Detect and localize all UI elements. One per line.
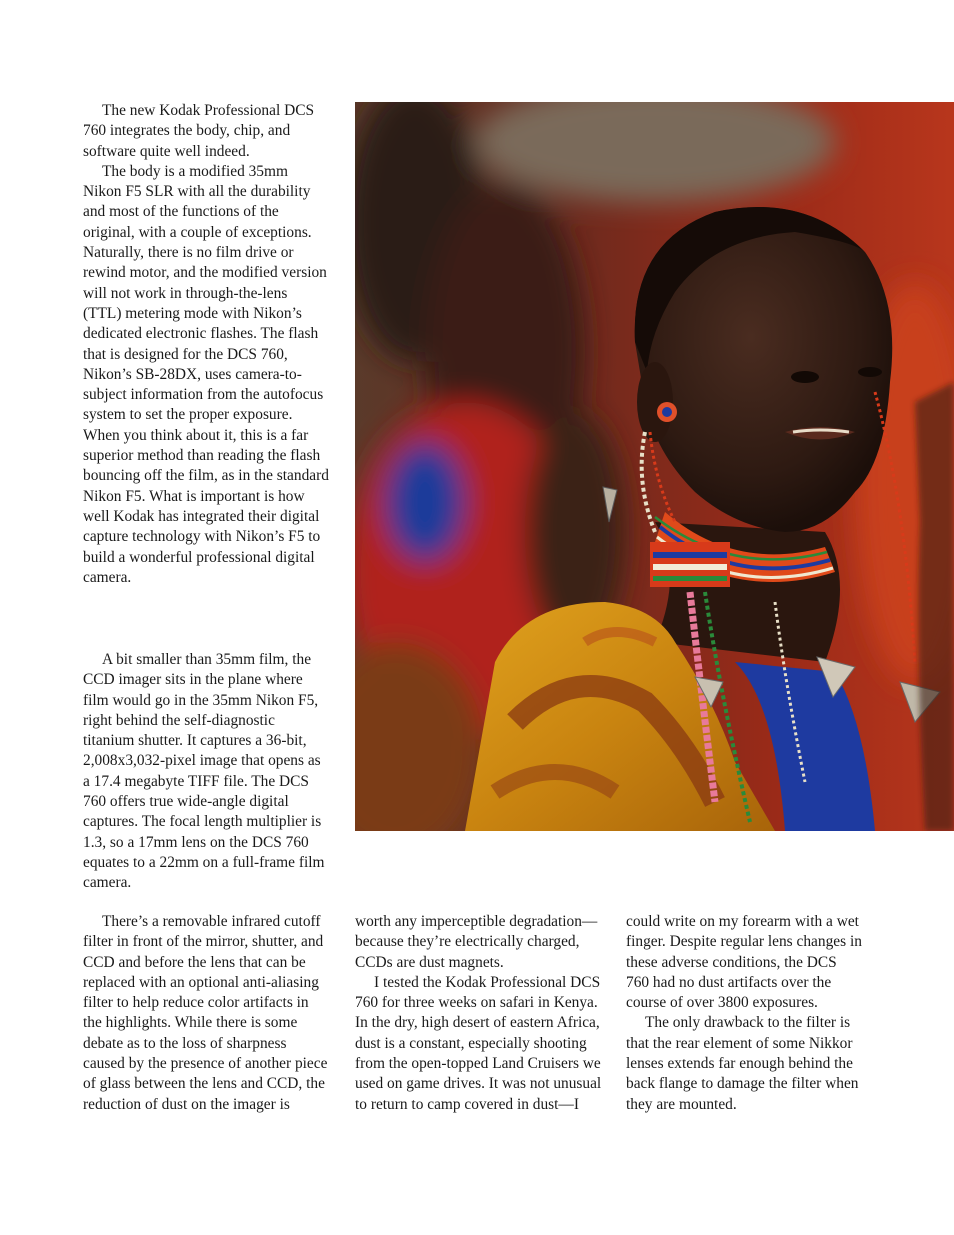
paragraph: I tested the Kodak Professional DCS 760 for three weeks on safari in Kenya. In the dry, high desert of eastern Africa, dust is a constant, especially shooting from the open-topped Land Cruisers we used on game drives. It was not unusual to return to camp covered in dust—I xyxy=(355,973,602,1113)
maasai-woman-photo xyxy=(355,102,954,831)
paragraph: could write on my forearm with a wet finger. Despite regular lens changes in these adverse conditions, the DCS 760 had no dust artifacts over the course of over 3800 exposures. xyxy=(626,913,862,1012)
paragraph: The only drawback to the filter is that the rear element of some Nikkor lenses extends far enough behind the back flange to damage the filter when they are mounted. xyxy=(626,1014,859,1113)
article-column-1-middle xyxy=(83,650,329,894)
paragraph: There’s a removable infrared cutoff filter in front of the mirror, shutter, and CCD and before the lens that can be replaced with an optional anti-aliasing filter to help reduce color artifacts in the highlights. While there is some debate as to the loss of sharpness caused by the presence of another piece of glass between the lens and CCD, the reduction of dust on the imager is xyxy=(83,913,328,1113)
paragraph: The body is a modified 35mm Nikon F5 SLR with all the durability and most of the functions of the original, with a couple of exceptions. Naturally, there is no film drive or rewind motor, and the modified version will not work in through-the-lens (TTL) metering mode with Nikon’s dedicated electronic flashes. The flash that is designed for the DCS 760, Nikon’s SB-28DX, uses camera-to-subject information from the autofocus system to set the proper exposure. When you think about it, this is a far superior method than reading the flash bouncing off the film, as in the standard Nikon F5. What is important is how well Kodak has integrated their digital capture technology with Nikon’s F5 to build a wonderful professional digital camera. xyxy=(83,162,329,586)
paragraph: A bit smaller than 35mm film, the CCD imager sits in the plane where film would go in the 35mm Nikon F5, right behind the self-diagnostic titanium shutter. It captures a 36-bit, 2,008x3,032-pixel image that opens as a 17.4 megabyte TIFF file. The DCS 760 offers true wide-angle digital captures. The focal length multiplier is 1.3, so a 17mm lens on the DCS 760 equates to a 22mm on a full-frame film camera. xyxy=(83,651,325,892)
article-column-2 xyxy=(355,912,603,1115)
article-column-1-bottom xyxy=(83,912,329,1115)
article-column-1-top xyxy=(83,101,329,588)
paragraph: worth any imperceptible degradation—because they’re electrically charged, CCDs are dust magnets. xyxy=(355,913,598,971)
article-column-3 xyxy=(626,912,862,1115)
paragraph: The new Kodak Professional DCS 760 integrates the body, chip, and software quite well indeed. xyxy=(83,102,315,160)
